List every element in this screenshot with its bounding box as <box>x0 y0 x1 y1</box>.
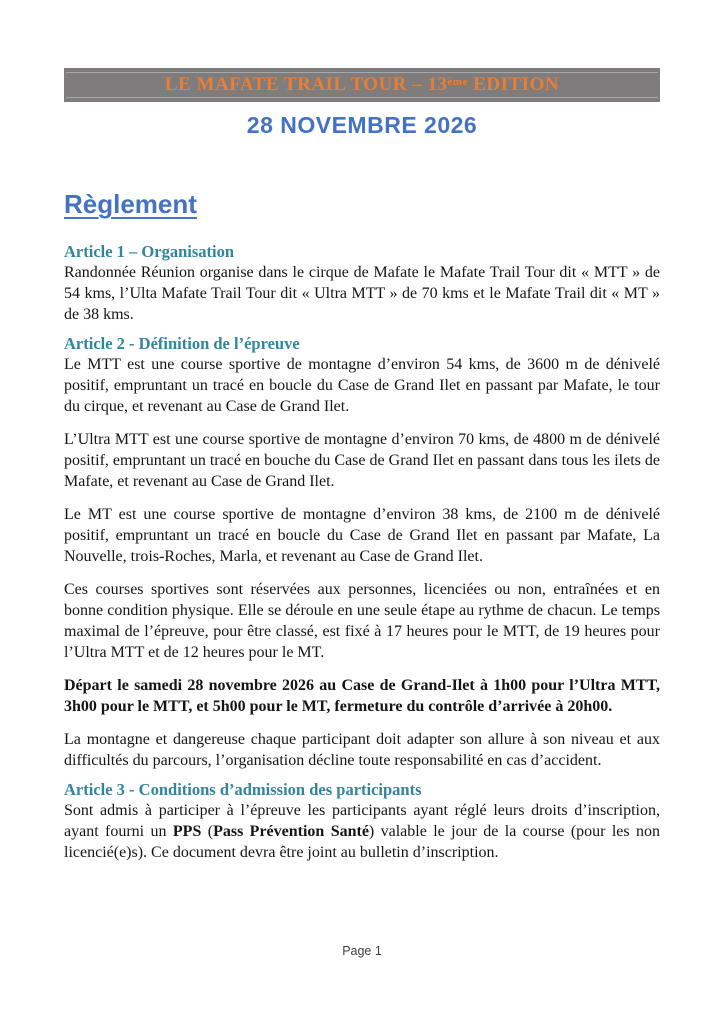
event-date: 28 NOVEMBRE 2026 <box>246 112 478 138</box>
banner-title-text: LE MAFATE TRAIL TOUR – 13 <box>164 74 448 95</box>
article-2-paragraph-5-departure-notice: Départ le samedi 28 novembre 2026 au Case de Grand-Ilet à 1h00 pour l’Ultra MTT, 3h00 pour le MTT, et 5h00 pour le MT, fermeture du contrôle d’arrivée à 20h00. <box>64 677 660 715</box>
article-2-paragraph-4: Ces courses sportives sont réservées aux personnes, licenciées ou non, entraînées et en bonne condition physique. Elle se déroule en une seule étape au rythme de chacun. Le temps maximal de l’épreuve, pour être classé, est fixé à 17 heures pour le MTT, de 19 heures pour l’Ultra MTT et de 12 heures pour le MT. <box>64 581 660 661</box>
article-3-section <box>64 779 660 863</box>
text-run: ( <box>201 823 214 840</box>
article-3-paragraph-1 <box>64 800 660 863</box>
text-run: Sont admis à participer à l’épreuve les participants ayant réglé leurs droits d’inscription, ayant fourni un <box>64 802 660 840</box>
banner-title-superscript: ème <box>447 76 468 89</box>
article-2-paragraph-2: L’Ultra MTT est une course sportive de montagne d’environ 70 kms, de 4800 m de dénivelé positif, empruntant un tracé en bouche du Case de Grand Ilet en passant dans tous les ilets de Mafate, et revenant au Case de Grand Ilet. <box>64 431 660 490</box>
title-banner <box>64 68 660 102</box>
article-2-paragraph-6: La montagne et dangereuse chaque participant doit adapter son allure à son niveau et aux difficultés du parcours, l’organisation décline toute responsabilité en cas d’accident. <box>64 731 660 769</box>
article-2-paragraph-1: Le MTT est une course sportive de montagne d’environ 54 kms, de 3600 m de dénivelé positif, empruntant un tracé en boucle du Case de Grand Ilet en passant par Mafate, le tour du cirque, et revenant au Case de Grand Ilet. <box>64 356 660 415</box>
article-1-section <box>64 241 660 325</box>
banner-title-suffix: EDITION <box>467 74 560 95</box>
document-heading: Règlement <box>64 189 197 219</box>
pps-abbreviation: PPS <box>172 823 202 840</box>
pps-full-name: Pass Prévention Santé <box>213 823 369 840</box>
article-1-title: Article 1 – Organisation <box>64 242 235 261</box>
page-footer <box>0 944 724 958</box>
article-2-title: Article 2 - Définition de l’épreuve <box>64 334 300 353</box>
text-run: ) valable le jour de la course (pour les non licencié(e)s). Ce document devra être joint au bulletin d’inscription. <box>64 823 661 861</box>
banner-title <box>165 74 559 96</box>
article-2-section <box>64 333 660 771</box>
article-3-title: Article 3 - Conditions d’admission des participants <box>64 780 422 799</box>
article-2-paragraph-3: Le MT est une course sportive de montagne d’environ 38 kms, de 2100 m de dénivelé positif, empruntant un tracé en boucle du Case de Grand Ilet en passant par Mafate, La Nouvelle, trois-Roches, Marla, et revenant au Case de Grand Ilet. <box>64 506 660 565</box>
page-number: Page 1 <box>342 944 382 958</box>
article-1-paragraph-1: Randonnée Réunion organise dans le cirque de Mafate le Mafate Trail Tour dit « MTT » de 54 kms, l’Ulta Mafate Trail Tour dit « Ultra MTT » de 70 kms et le Mafate Trail dit « MT » de 38 kms. <box>64 264 660 323</box>
